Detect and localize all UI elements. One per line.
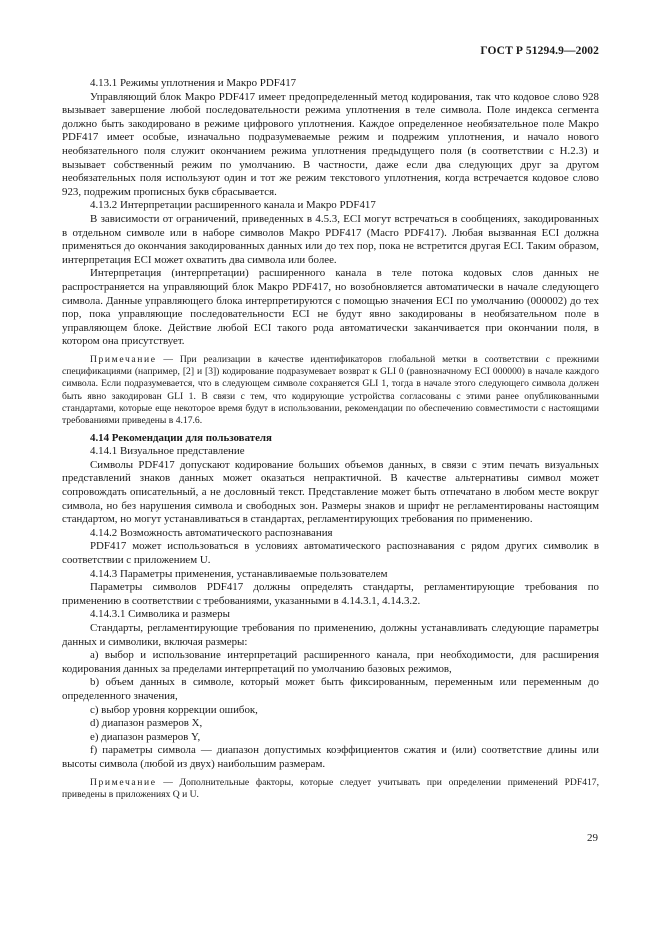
list-item: e) диапазон размеров Y, <box>90 730 201 743</box>
paragraph: Символы PDF417 допускают кодирование больших объемов данных, в связи с этим печать визуальных представлений знаков данных может оказаться непрактичной. В качестве альтернативы символ может сопровождать описательный, а не дословный текст. Представление может быть отпечатано в любом месте вокруг символа, но без нарушения символа и свободных зон. Размеры знаков и шрифт не регламентированы настоящим стандартом, но могут устанавливаться в стандартах, регламентирующих требования по применению. <box>62 458 599 526</box>
page-content <box>62 77 599 801</box>
section-heading-4-14-2: 4.14.2 Возможность автоматического распознавания <box>90 526 333 539</box>
paragraph: В зависимости от ограничений, приведенных в 4.5.3, ECI могут встречаться в сообщениях, закодированных в отдельном символе или в наборе символов Макро PDF417 (Macro PDF417). Любая вызванная ECI должна применяться до окончания закодированных данных или до тех пор, пока не встретится другая ECI. Таким образом, интерпретация ECI может охватить два символа или более. <box>62 212 599 266</box>
note-label: Примечание <box>90 353 157 365</box>
list-item: d) диапазон размеров X, <box>90 717 203 730</box>
paragraph: PDF417 может использоваться в условиях автоматического распознавания с рядом других символик в соответствии с приложением U. <box>62 540 599 566</box>
page-number: 29 <box>587 832 598 844</box>
section-heading-4-14: 4.14 Рекомендации для пользователя <box>90 431 272 444</box>
paragraph: Управляющий блок Макро PDF417 имеет предопределенный метод кодирования, так что кодовое слово 928 вызывает завершение любой последовательности режима уплотнения в теле символа. Поле индекса сегмента должно быть закодировано в режиме цифрового уплотнения. Каждое определенное необязательное поле Макро PDF417 имеет особые, изначально подразумеваемые режим и подрежим уплотнения, и начало нового необязательного поля служит окончанием режима уплотнения предыдущего поля (в соответствии с Н.2.3) и вызывает собственный режим по умолчанию. В частности, даже если два следующих друг за другом необязательных поля используют один и тот же режим текстового уплотнения, когда встречается кодовое слово 923, подрежим прописных букв сбрасывается. <box>62 90 599 198</box>
section-heading-4-14-3: 4.14.3 Параметры применения, устанавливаемые пользователем <box>90 567 388 580</box>
list-item: c) выбор уровня коррекции ошибок, <box>90 703 258 716</box>
note-label: Примечание <box>90 776 157 788</box>
note-text: — При реализации в качестве идентификаторов глобальной метки в соответствии с прежними спецификациями (например, [2] и [3]) кодирование подразумевает возврат к GLI 0 (равнозначному ECI 000000) в начале каждого символа. Если подразумевается, что в следующем символе сохраняется GLI 1, тогда в начале этого следующего символа должен быть явно закодирован GLI 1. В связи с тем, что кодирующие устройства согласованы с этими ранее опубликованными стандартами, которые еще некоторое время будут в использовании, рекомендации по обеспечению совместимости с настоящими требованиями приведены в 4.17.6. <box>62 353 599 427</box>
list-item: a) выбор и использование интерпретаций расширенного канала, при необходимости, для расширения кодирования данных за пределами интерпретаций по умолчанию базовых режимов, <box>62 649 599 675</box>
section-heading-4-14-1: 4.14.1 Визуальное представление <box>90 445 245 458</box>
section-heading-4-14-3-1: 4.14.3.1 Символика и размеры <box>90 608 230 621</box>
note-paragraph <box>62 777 599 802</box>
paragraph: Стандарты, регламентирующие требования по применению, должны устанавливать следующие параметры данных и символики, включая размеры: <box>62 621 599 648</box>
note-text: — Дополнительные факторы, которые следует учитывать при определении применений PDF417, приведены в приложениях Q и U. <box>62 776 599 800</box>
list-item: b) объем данных в символе, который может быть фиксированным, переменным или переменным до определенного значения, <box>62 676 599 702</box>
section-heading-4-13-2: 4.13.2 Интерпретации расширенного канала и Макро PDF417 <box>90 199 376 212</box>
list-item: f) параметры символа — диапазон допустимых коэффициентов сжатия и (или) соответствие длины или высоты символа (любой из двух) наибольшим размерам. <box>62 744 599 770</box>
section-heading-4-13-1: 4.13.1 Режимы уплотнения и Макро PDF417 <box>90 77 297 89</box>
document-header-id: ГОСТ Р 51294.9—2002 <box>480 45 599 57</box>
note-paragraph <box>62 354 599 428</box>
paragraph: Параметры символов PDF417 должны определять стандарты, регламентирующие требования по применению в соответствии с требованиями, указанными в 4.14.3.1, 4.14.3.2. <box>62 581 599 607</box>
paragraph: Интерпретация (интерпретации) расширенного канала в теле потока кодовых слов данных не распространяется на управляющий блок Макро PDF417, но возобновляется автоматически в начале следующего символа. Данные управляющего блока интерпретируются с помощью значения ECI по умолчанию (000002) до тех пор, пока управляющие последовательности ECI не будут явно закодированы в необязательном поле в управляющем блоке. Действие любой ECI такого рода автоматически заканчивается при окончании поля, в котором она присутствует. <box>62 267 599 348</box>
